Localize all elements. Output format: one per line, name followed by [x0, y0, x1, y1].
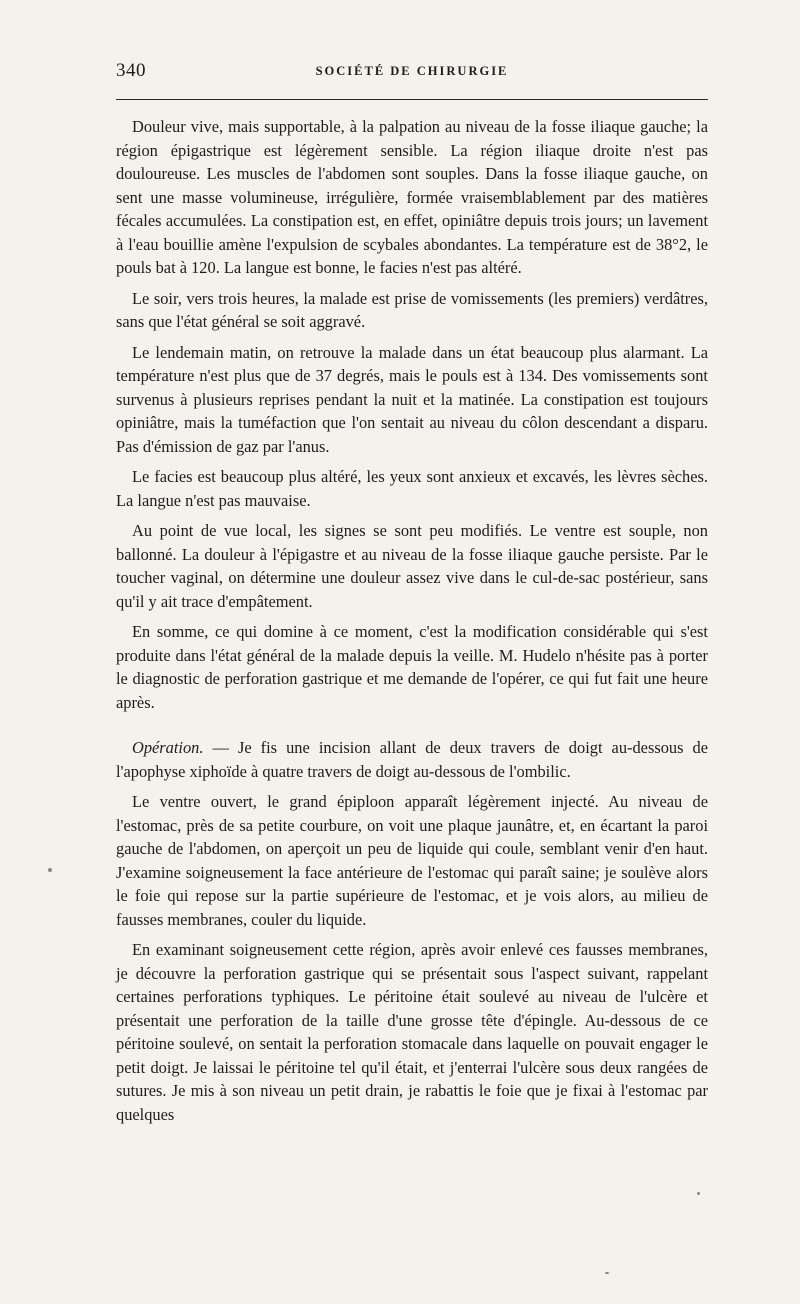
- ink-speck: [48, 868, 52, 872]
- paragraph: En examinant soigneusement cette région, après avoir enlevé ces fausses membranes, je découvre la perforation gastrique qui se présentait sous l'aspect suivant, rappelant certaines perforations typhiques. Le péritoine était soulevé au niveau de l'ulcère et présentait une perforation de la taille d'une grosse tête d'épingle. Au-dessous de ce péritoine soulevé, on sentait la perforation stomacale dans laquelle on pouvait engager le petit doigt. Je laissai le péritoine tel qu'il était, et j'enterrai l'ulcère sous deux rangées de sutures. Je mis à son niveau un petit drain, je rabattis le foie que je fixai à l'estomac par quelques: [116, 940, 708, 1124]
- paragraph: Au point de vue local, les signes se sont peu modifiés. Le ventre est souple, non ballonné. La douleur à l'épigastre et au niveau de la fosse iliaque gauche persiste. Par le toucher vaginal, on détermine une douleur assez vive dans le cul-de-sac postérieur, sans qu'il y ait trace d'empâtement.: [116, 521, 708, 611]
- paragraph: Le facies est beaucoup plus altéré, les yeux sont anxieux et excavés, les lèvres sèches. La langue n'est pas mauvaise.: [116, 467, 708, 510]
- paragraph: Le soir, vers trois heures, la malade est prise de vomissements (les premiers) verdâtres, sans que l'état général se soit aggravé.: [116, 288, 708, 331]
- body-text: [116, 115, 708, 1126]
- header-rule: [116, 99, 708, 100]
- page-header: [116, 60, 708, 86]
- ink-speck: [605, 1272, 609, 1274]
- running-title: SOCIÉTÉ DE CHIRURGIE: [315, 64, 509, 78]
- paragraph: Douleur vive, mais supportable, à la palpation au niveau de la fosse iliaque gauche; la région épigastrique est légèrement sensible. La région iliaque droite n'est pas douloureuse. Les muscles de l'abdomen sont souples. Dans la fosse iliaque gauche, on sent une masse volumineuse, irrégulière, formée vraisemblablement par des matières fécales accumulées. La constipation est, en effet, opiniâtre depuis trois jours; un lavement à l'eau bouillie amène l'expulsion de scybales abondantes. La température est de 38°2, le pouls bat à 120. La langue est bonne, le facies n'est pas altéré.: [116, 117, 708, 277]
- operation-paragraph: [116, 736, 708, 783]
- paragraph: En somme, ce qui domine à ce moment, c'est la modification considérable qui s'est produite dans l'état général de la malade depuis la veille. M. Hudelo n'hésite pas à porter le diagnostic de perforation gastrique et me demande de l'opérer, ce qui fut fait une heure après.: [116, 622, 708, 712]
- operation-label: Opération.: [132, 738, 204, 757]
- page-number: 340: [116, 60, 146, 81]
- ink-speck: [697, 1192, 700, 1195]
- paragraph: Le lendemain matin, on retrouve la malade dans un état beaucoup plus alarmant. La température n'est plus que de 37 degrés, mais le pouls est à 134. Des vomissements sont survenus à plusieurs reprises pendant la nuit et la matinée. La constipation est toujours opiniâtre, mais la tuméfaction que l'on sentait au niveau du côlon descendant a disparu. Pas d'émission de gaz par l'anus.: [116, 342, 708, 456]
- paragraph: Le ventre ouvert, le grand épiploon apparaît légèrement injecté. Au niveau de l'estomac, près de sa petite courbure, on voit une plaque jaunâtre, et, en écartant la paroi gauche de l'abdomen, on aperçoit un peu de liquide qui coule, semblant venir d'en haut. J'examine soigneusement la face antérieure de l'estomac qui paraît saine; je soulève alors le foie qui repose sur la partie supérieure de l'estomac, et je vois alors, au milieu de fausses membranes, couler du liquide.: [116, 792, 708, 929]
- operation-text: — Je fis une incision allant de deux travers de doigt au-dessous de l'apophyse xiphoïde à quatre travers de doigt au-dessous de l'ombilic.: [116, 738, 708, 781]
